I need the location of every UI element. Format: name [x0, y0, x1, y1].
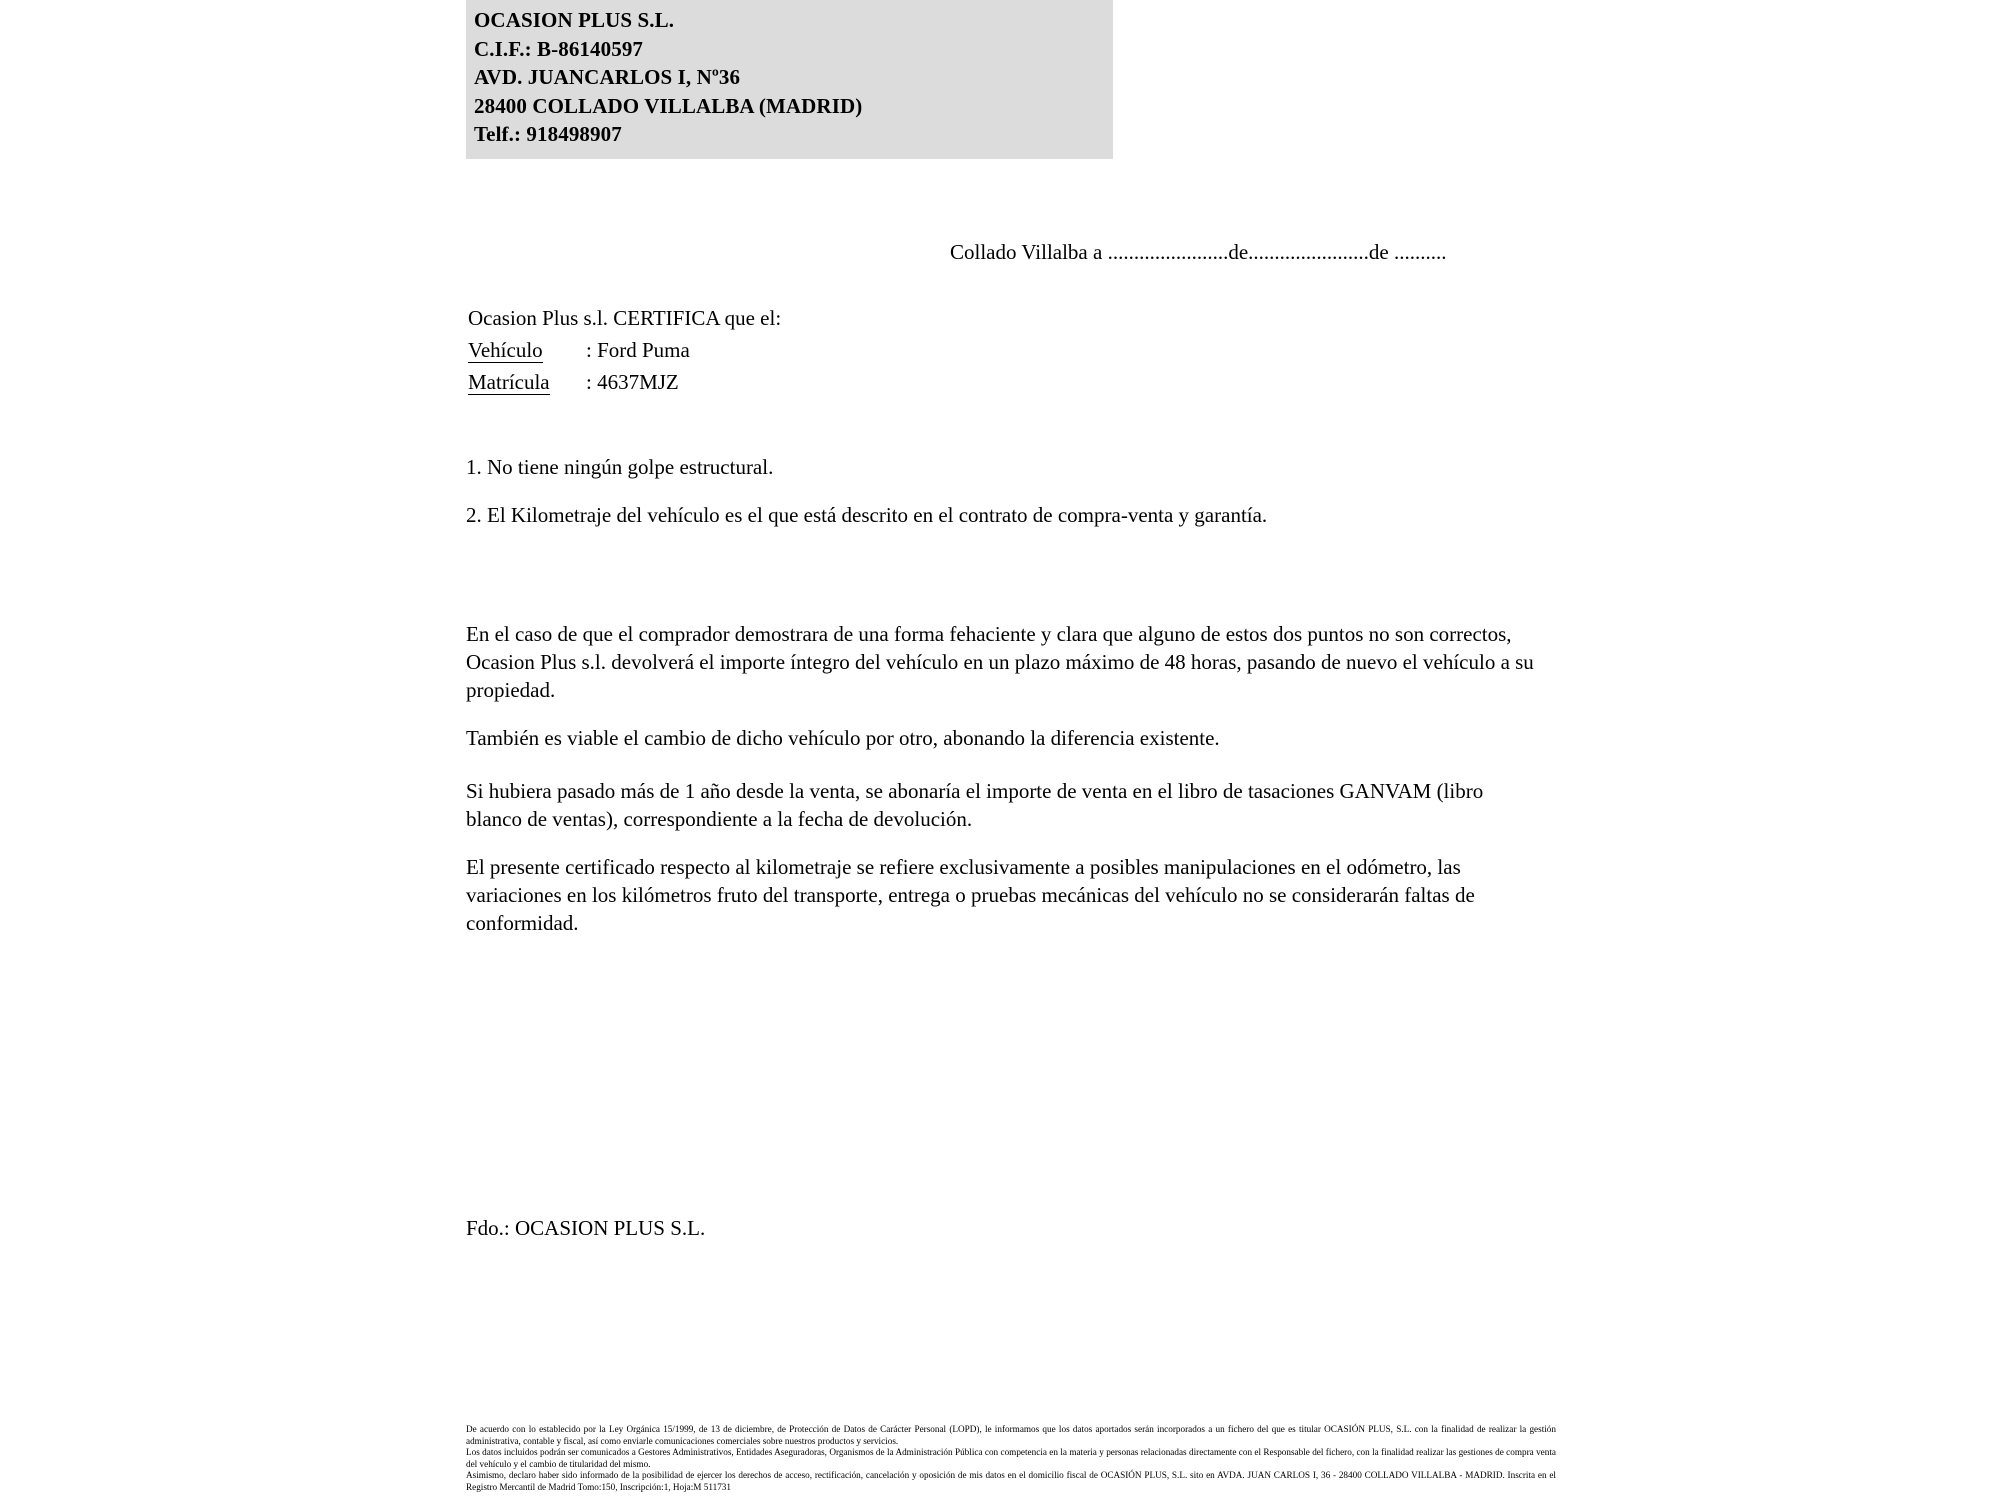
date-line: Collado Villalba a .......................de.......................de ..........	[950, 240, 1447, 264]
company-phone: Telf.: 918498907	[474, 122, 622, 146]
vehicle-value: : Ford Puma	[586, 338, 690, 362]
plate-value: : 4637MJZ	[586, 370, 679, 394]
certification-block	[468, 302, 781, 398]
plate-label: Matrícula	[468, 370, 550, 394]
legal-paragraph-2: Los datos incluidos podrán ser comunicados a Gestores Administrativos, Entidades Aseguradoras, Organismos de la Administración Pública con competencia en la materia y personas relacionadas directamente con el Responsable del fichero, con la finalidad realizar las gestiones de compra venta del vehículo y el cambio de titularidad del mismo.	[466, 1447, 1556, 1469]
company-letterhead	[466, 0, 1113, 159]
certify-point-1: 1. No tiene ningún golpe estructural.	[466, 455, 774, 479]
body-paragraph-3: Si hubiera pasado más de 1 año desde la venta, se abonaría el importe de venta en el libro de tasaciones GANVAM (libro blanco de ventas), correspondiente a la fecha de devolución.	[466, 779, 1484, 831]
vehicle-row	[468, 334, 781, 366]
company-address-street: AVD. JUANCARLOS I, Nº36	[474, 65, 741, 89]
company-cif: C.I.F.: B-86140597	[474, 36, 644, 61]
vehicle-label: Vehículo	[468, 338, 543, 362]
certify-intro: Ocasion Plus s.l. CERTIFICA que el:	[468, 306, 782, 330]
signature-line: Fdo.: OCASION PLUS S.L.	[466, 1216, 706, 1240]
body-paragraph-1: En el caso de que el comprador demostrara de una forma fehaciente y clara que alguno de estos dos puntos no son correctos, Ocasion Plus s.l. devolverá el importe íntegro del vehículo en un plazo máximo de 48 horas, pasando de nuevo el vehículo a su propiedad.	[466, 622, 1534, 702]
plate-row	[468, 366, 781, 398]
company-address-city: 28400 COLLADO VILLALBA (MADRID)	[474, 93, 863, 118]
legal-footer	[466, 1424, 1556, 1494]
legal-paragraph-1: De acuerdo con lo establecido por la Ley Orgánica 15/1999, de 13 de diciembre, de Protección de Datos de Carácter Personal (LOPD), le informamos que los datos aportados serán incorporados a un fichero del que es titular OCASIÓN PLUS, S.L. con la finalidad de realizar la gestión administrativa, contable y fiscal, así como enviarle comunicaciones comerciales sobre nuestros productos y servicios.	[466, 1424, 1556, 1446]
body-paragraph-4: El presente certificado respecto al kilometraje se refiere exclusivamente a posibles manipulaciones en el odómetro, las variaciones en los kilómetros fruto del transporte, entrega o pruebas mecánicas del vehículo no se considerarán faltas de conformidad.	[466, 855, 1475, 935]
legal-paragraph-3: Asimismo, declaro haber sido informado de la posibilidad de ejercer los derechos de acceso, rectificación, cancelación y oposición de mis datos en el domicilio fiscal de OCASIÓN PLUS, S.L. sito en AVDA. JUAN CARLOS I, 36 - 28400 COLLADO VILLALBA - MADRID. Inscrita en el Registro Mercantil de Madrid Tomo:150, Inscripción:1, Hoja:M 511731	[466, 1470, 1556, 1492]
certify-point-2: 2. El Kilometraje del vehículo es el que está descrito en el contrato de compra-venta y garantía.	[466, 503, 1268, 527]
body-paragraph-2: También es viable el cambio de dicho vehículo por otro, abonando la diferencia existente.	[466, 726, 1220, 750]
company-name: OCASION PLUS S.L.	[474, 8, 675, 32]
